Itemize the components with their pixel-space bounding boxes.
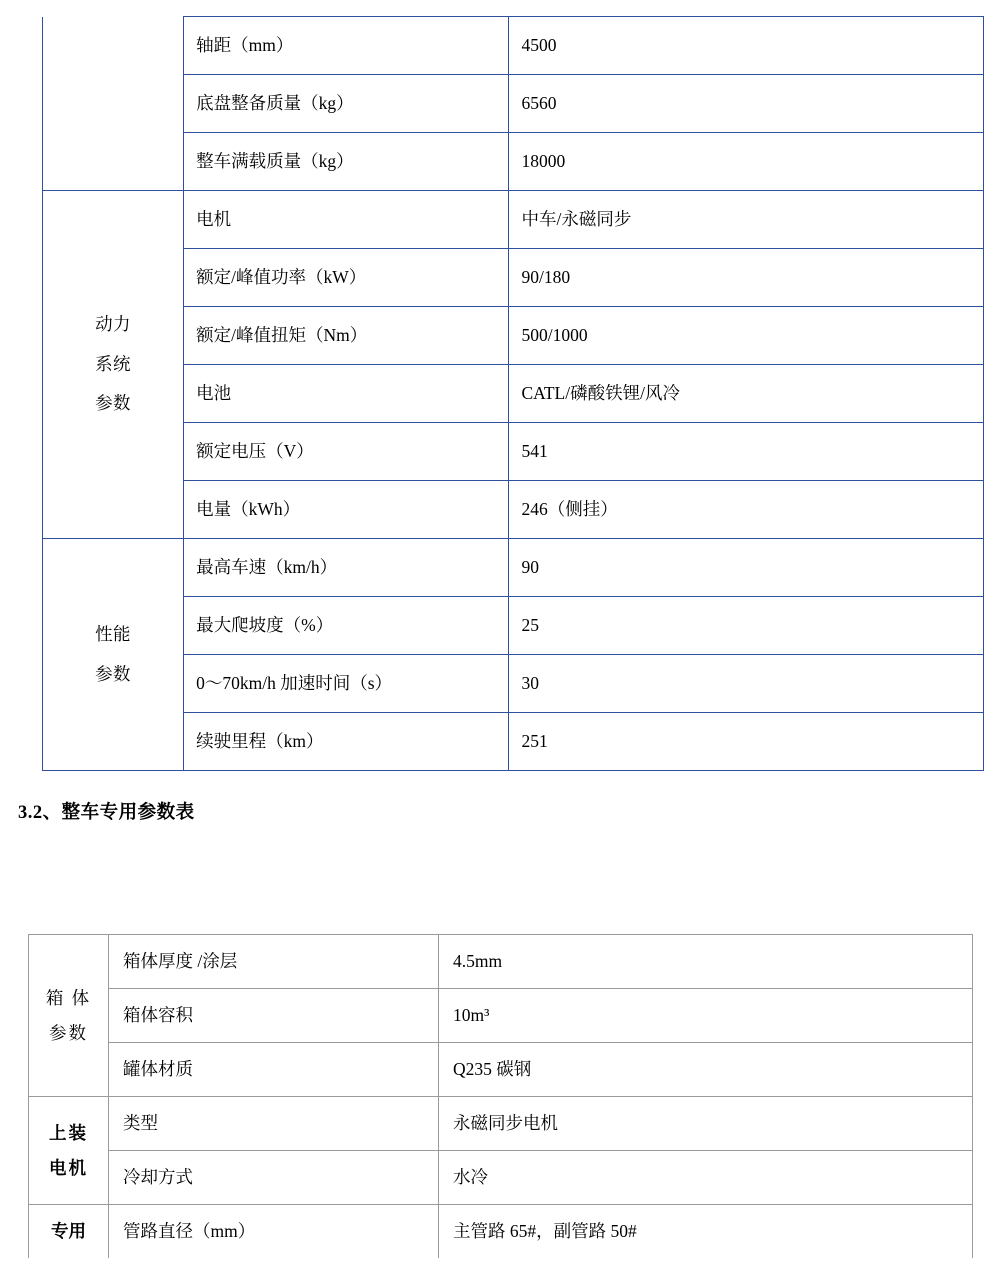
group-label-line: 系统 <box>95 353 132 374</box>
parameter-name: 罐体材质 <box>109 1043 439 1097</box>
parameter-value: 541 <box>509 423 984 481</box>
table-row <box>43 539 984 597</box>
table-row <box>43 307 984 365</box>
special-parameter-table <box>28 934 973 1258</box>
parameter-value: 30 <box>509 655 984 713</box>
section-heading: 3.2、整车专用参数表 <box>18 803 195 823</box>
group-label-line: 电机 <box>49 1157 88 1178</box>
table-row <box>43 75 984 133</box>
parameter-value: Q235 碳钢 <box>439 1043 973 1097</box>
table-row <box>29 1043 973 1097</box>
table-row <box>43 597 984 655</box>
parameter-name: 0～70km/h 加速时间（s） <box>184 655 509 713</box>
group-label-line: 参数 <box>95 393 132 414</box>
parameter-value: 246（侧挂） <box>509 481 984 539</box>
group-label-line: 参数 <box>49 1022 88 1043</box>
table-row <box>29 1205 973 1259</box>
table-row <box>43 191 984 249</box>
group-label-line: 参数 <box>95 663 132 684</box>
group-cell-continued <box>43 17 184 191</box>
parameter-name: 续驶里程（km） <box>184 713 509 771</box>
parameter-value: 中车/永磁同步 <box>509 191 984 249</box>
parameter-name: 箱体容积 <box>109 989 439 1043</box>
parameter-name: 最高车速（km/h） <box>184 539 509 597</box>
table-row <box>43 249 984 307</box>
parameter-value: 水冷 <box>439 1151 973 1205</box>
table-row <box>43 655 984 713</box>
parameter-name: 额定电压（V） <box>184 423 509 481</box>
table-row <box>29 935 973 989</box>
parameter-value: 500/1000 <box>509 307 984 365</box>
parameter-value: 永磁同步电机 <box>439 1097 973 1151</box>
parameter-value: CATL/磷酸铁锂/风冷 <box>509 365 984 423</box>
table-row <box>43 133 984 191</box>
parameter-value: 25 <box>509 597 984 655</box>
parameter-name: 类型 <box>109 1097 439 1151</box>
parameter-value: 90 <box>509 539 984 597</box>
parameter-name: 轴距（mm） <box>184 17 509 75</box>
parameter-name: 最大爬坡度（%） <box>184 597 509 655</box>
group-cell-box <box>29 935 109 1097</box>
group-label-line: 动力 <box>95 314 132 335</box>
parameter-name: 电量（kWh） <box>184 481 509 539</box>
table-row <box>43 17 984 75</box>
group-cell-motor <box>29 1097 109 1205</box>
parameter-name: 冷却方式 <box>109 1151 439 1205</box>
parameter-name: 整车满载质量（kg） <box>184 133 509 191</box>
group-label-line: 箱 体 <box>45 987 92 1008</box>
table-row <box>29 1151 973 1205</box>
group-label-line: 性能 <box>95 624 132 645</box>
parameter-name: 额定/峰值功率（kW） <box>184 249 509 307</box>
group-cell-special: 专用 <box>29 1205 109 1259</box>
parameter-value: 90/180 <box>509 249 984 307</box>
group-cell-power-system <box>43 191 184 539</box>
parameter-name: 额定/峰值扭矩（Nm） <box>184 307 509 365</box>
parameter-name: 电池 <box>184 365 509 423</box>
chassis-parameter-table <box>42 16 984 771</box>
parameter-value: 4500 <box>509 17 984 75</box>
parameter-value: 18000 <box>509 133 984 191</box>
parameter-value: 10m³ <box>439 989 973 1043</box>
table-row <box>29 989 973 1043</box>
parameter-value: 主管路 65#，副管路 50# <box>439 1205 973 1259</box>
group-label-line: 上装 <box>49 1122 88 1143</box>
parameter-name: 管路直径（mm） <box>109 1205 439 1259</box>
parameter-name: 底盘整备质量（kg） <box>184 75 509 133</box>
parameter-value: 4.5mm <box>439 935 973 989</box>
group-cell-performance <box>43 539 184 771</box>
table-row <box>43 423 984 481</box>
parameter-name: 电机 <box>184 191 509 249</box>
table-row <box>43 713 984 771</box>
parameter-value: 251 <box>509 713 984 771</box>
parameter-name: 箱体厚度 /涂层 <box>109 935 439 989</box>
table-row <box>43 365 984 423</box>
parameter-value: 6560 <box>509 75 984 133</box>
table-row <box>29 1097 973 1151</box>
table-row <box>43 481 984 539</box>
